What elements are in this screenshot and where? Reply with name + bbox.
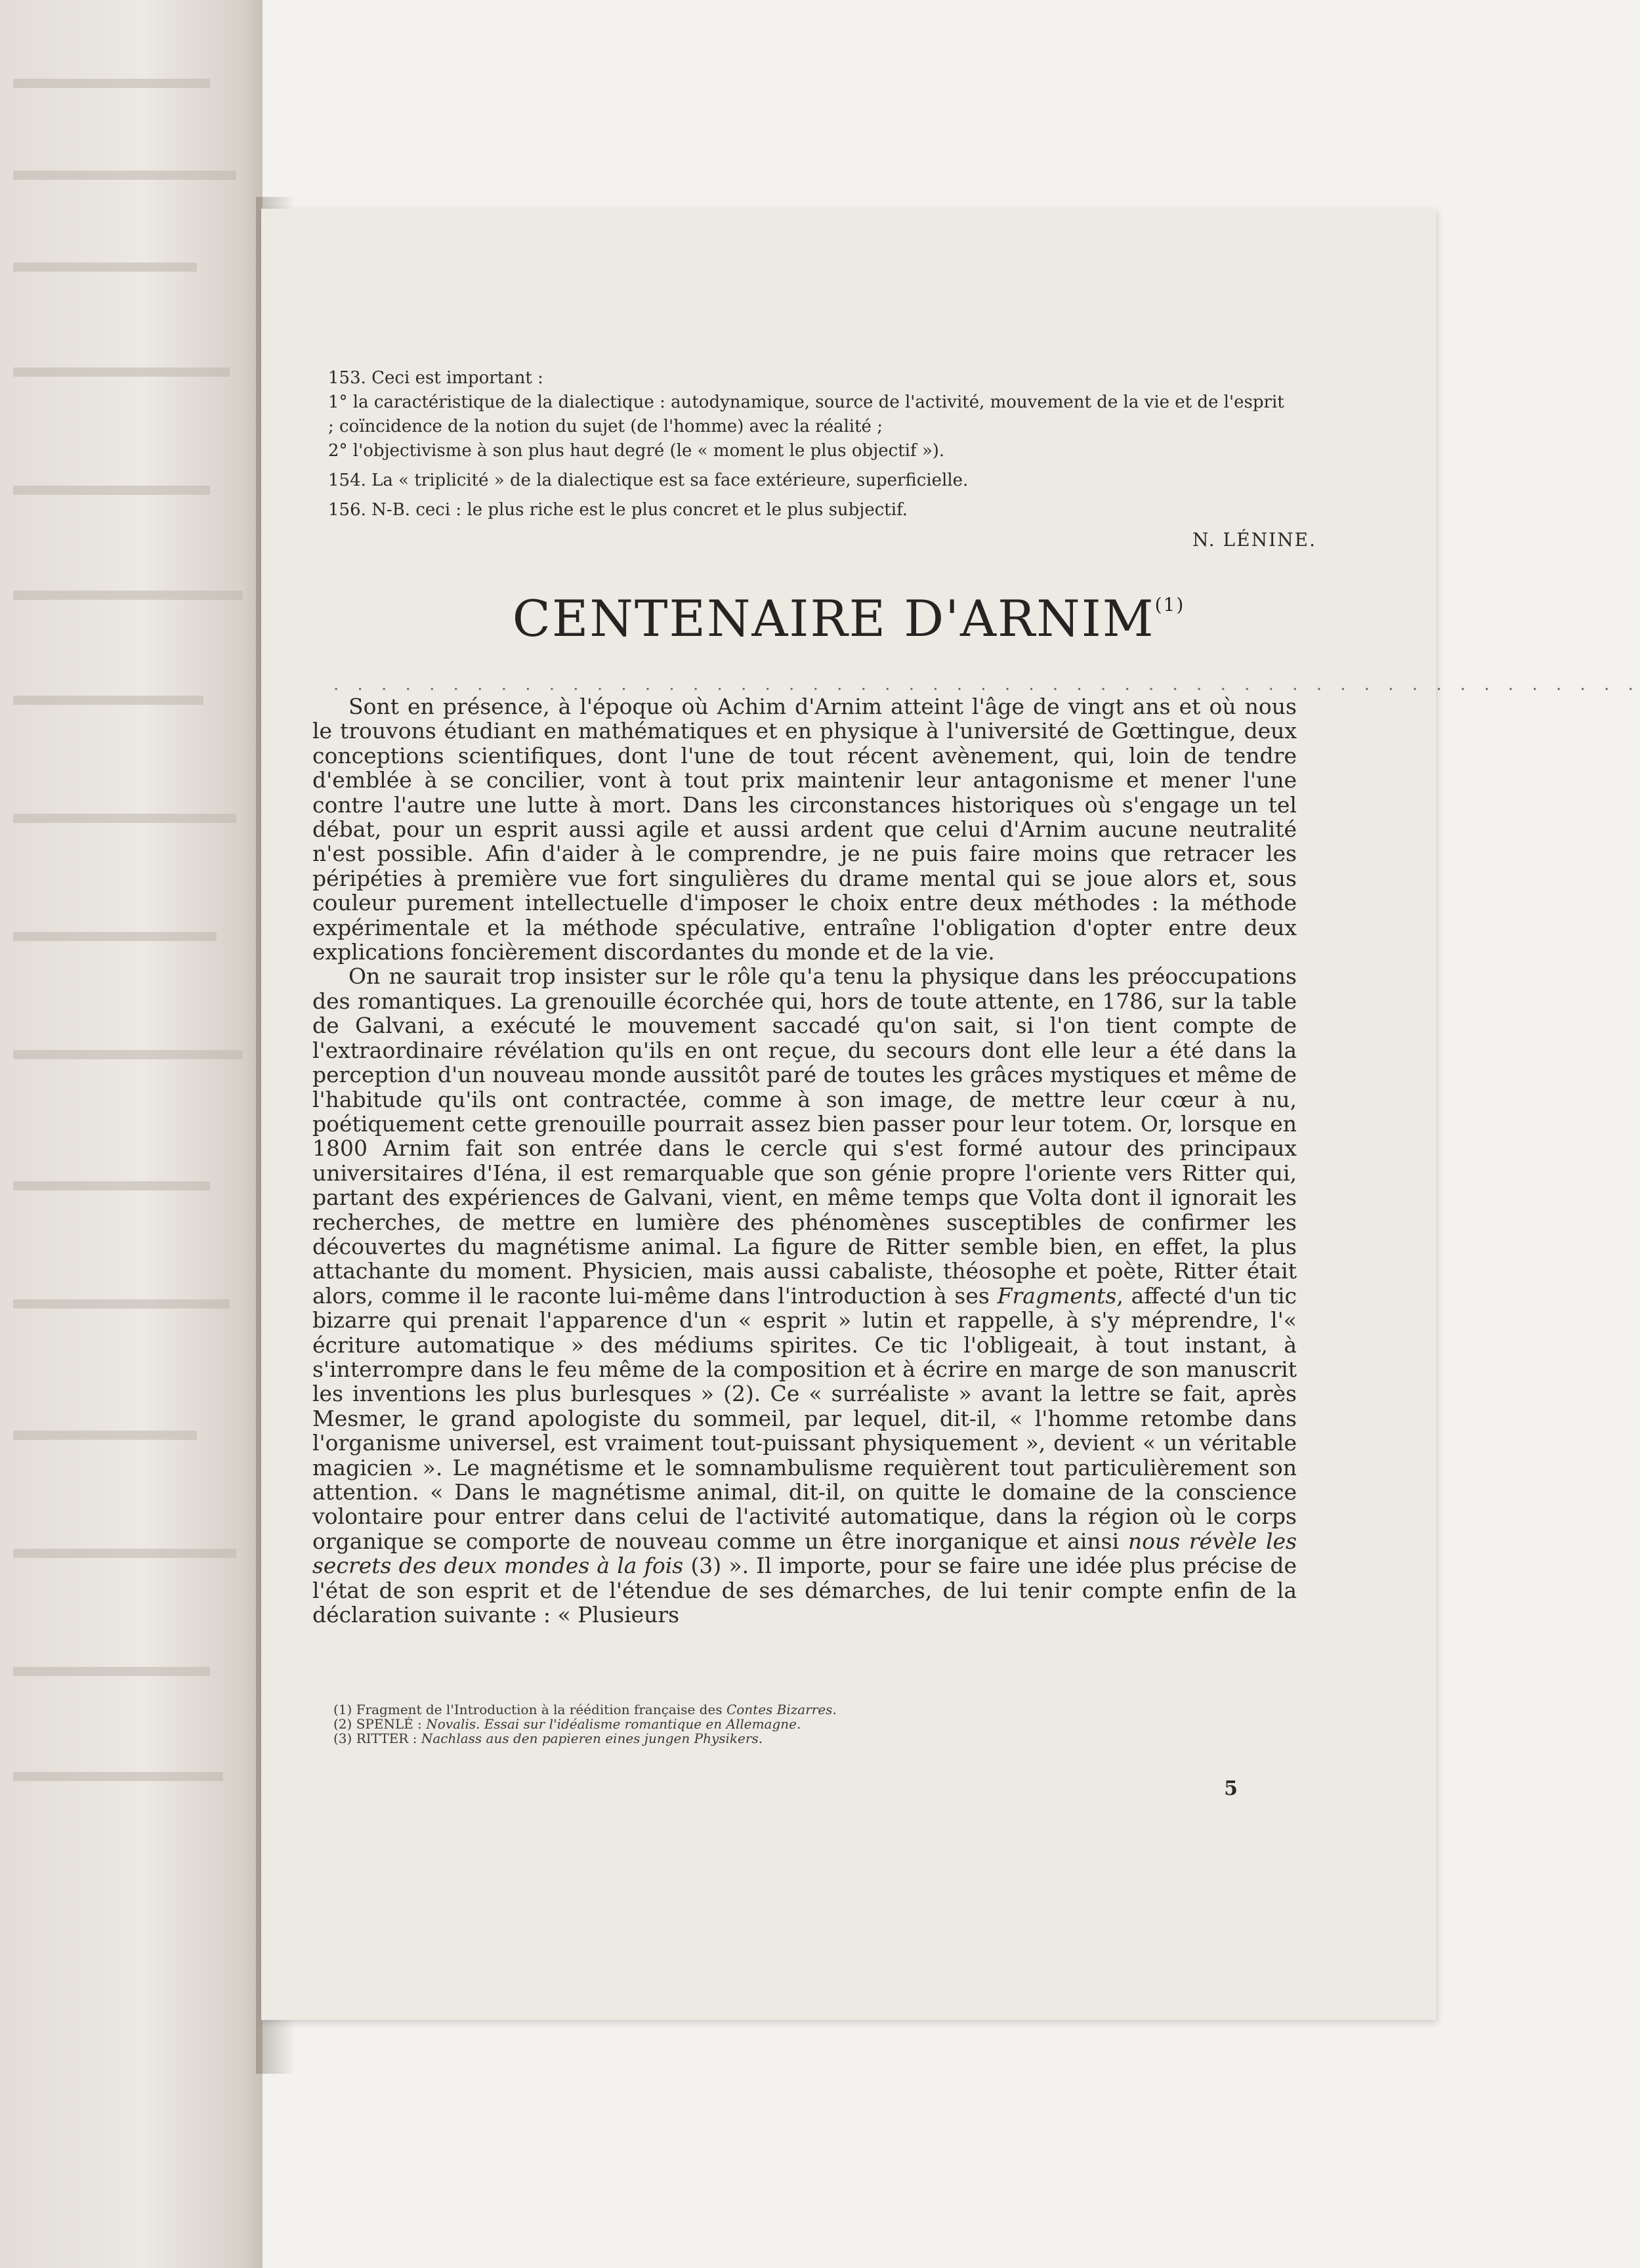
- footnotes: [333, 1702, 1252, 1746]
- page-number: 5: [1224, 1777, 1238, 1800]
- article-body: [312, 694, 1297, 1627]
- paragraph: Sont en présence, à l'époque où Achim d'Arnim atteint l'âge de vingt ans et où nous le trouvons étudiant en mathématiques et en physique à l'université de Gœttingue, deux conceptions scientifiques, dont l'une de tout récent avènement, qui, loin de tendre d'emblée à se concilier, vont à tout prix maintenir leur antagonisme et mener l'une contre l'autre une lutte à mort. Dans les circonstances historiques où s'engage un tel débat, pour un esprit aussi agile et aussi ardent que celui d'Arnim aucune neutralité n'est possible. Afin d'aider à le comprendre, je ne puis faire moins que retracer les péripéties à première vue fort singulières du drame mental qui se joue alors et, sous couleur purement intellectuelle d'imposer le choix entre deux méthodes : la méthode expérimentale et la méthode spéculative, entraîne l'obligation d'opter entre deux explications foncièrement discordantes du monde et de la vie.: [312, 694, 1297, 965]
- paragraph: On ne saurait trop insister sur le rôle qu'a tenu la physique dans les préoccupations des romantiques. La grenouille écorchée qui, hors de toute attente, en 1786, sur la table de Galvani, a exécuté le mouvement saccadé qu'on sait, si l'on tient compte de l'extraordinaire révélation qu'ils en ont reçue, du secours dont elle leur a été dans la perception d'un nouveau monde aussitôt paré de toutes les grâces mystiques et même de l'habitude qu'ils ont contractée, comme à son image, de mettre leur cœur à nu, poétiquement cette grenouille pourrait assez bien passer pour leur totem. Or, lorsque en 1800 Arnim fait son entrée dans le cercle qui s'est formé autour des principaux universitaires d'Iéna, il est remarquable que son génie propre l'oriente vers Ritter qui, partant des expériences de Galvani, vient, en même temps que Volta dont il ignorait les recherches, de mettre en lumière des phénomènes susceptibles de confirmer les découvertes du magnétisme animal. La figure de Ritter semble bien, en effet, la plus attachante du moment. Physicien, mais aussi cabaliste, théosophe et poète, Ritter était alors, comme il le raconte lui-même dans l'introduction à ses Fragments, affecté d'un tic bizarre qui prenait l'apparence d'un « esprit » lutin et rappelle, à s'y méprendre, l'« écriture automatique » des médiums spirites. Ce tic l'obligeait, à tout instant, à s'interrompre dans le feu même de la composition et à écrire en marge de son manuscrit les inventions les plus burlesques » (2). Ce « surréaliste » avant la lettre se fait, après Mesmer, le grand apologiste du sommeil, par lequel, dit-il, « l'homme retombe dans l'organisme universel, est vraiment tout-puissant physiquement », devient « un véritable magicien ». Le magnétisme et le somnambulisme requièrent tout particulièrement son attention. « Dans le magnétisme animal, dit-il, on quitte le domaine de la conscience volontaire pour entrer dans celui de l'activité automatique, dans la région où le corps organique se comporte de nouveau comme un être inorganique et ainsi nous révèle les secrets des deux mondes à la fois (3) ». Il importe, pour se faire une idée plus précise de l'état de son esprit et de l'étendue de ses démarches, de lui tenir compte enfin de la déclaration suivante : « Plusieurs: [312, 963, 1297, 1628]
- lenin-quote: [328, 366, 1293, 522]
- document-page: [261, 209, 1640, 2020]
- footnote: (1) Fragment de l'Introduction à la réédition française des Contes Bizarres.: [333, 1702, 837, 1717]
- facing-page: [0, 0, 263, 2268]
- article-title: [261, 589, 1436, 648]
- quote-line: 156. N-B. ceci : le plus riche est le plus concret et le plus subjectif.: [328, 500, 908, 520]
- quote-line: 2° l'objectivisme à son plus haut degré (le « moment le plus objectif »).: [328, 441, 945, 461]
- dotted-divider: . . . . . . . . . . . . . . . . . . . . . . . . . . . . . . . . . . . . . . . . . . . . . . . . . . . . . . .: [333, 675, 1640, 694]
- footnote: (3) RITTER : Nachlass aus den papieren eines jungen Physikers.: [333, 1731, 763, 1746]
- footnote: (2) SPENLÉ : Novalis. Essai sur l'idéalisme romantique en Allemagne.: [333, 1716, 801, 1732]
- quote-line: 154. La « triplicité » de la dialectique est sa face extérieure, superficielle.: [328, 471, 969, 490]
- quote-line: 153. Ceci est important :: [328, 368, 543, 388]
- title-footnote-marker: (1): [1154, 594, 1185, 616]
- quote-signature: N. LÉNINE.: [1192, 529, 1316, 551]
- quote-line: 1° la caractéristique de la dialectique : autodynamique, source de l'activité, mouvement de la vie et de l'esprit ; coïncidence de la notion du sujet (de l'homme) avec la réalité ;: [328, 392, 1284, 436]
- article-title-text: CENTENAIRE D'ARNIM: [512, 589, 1155, 648]
